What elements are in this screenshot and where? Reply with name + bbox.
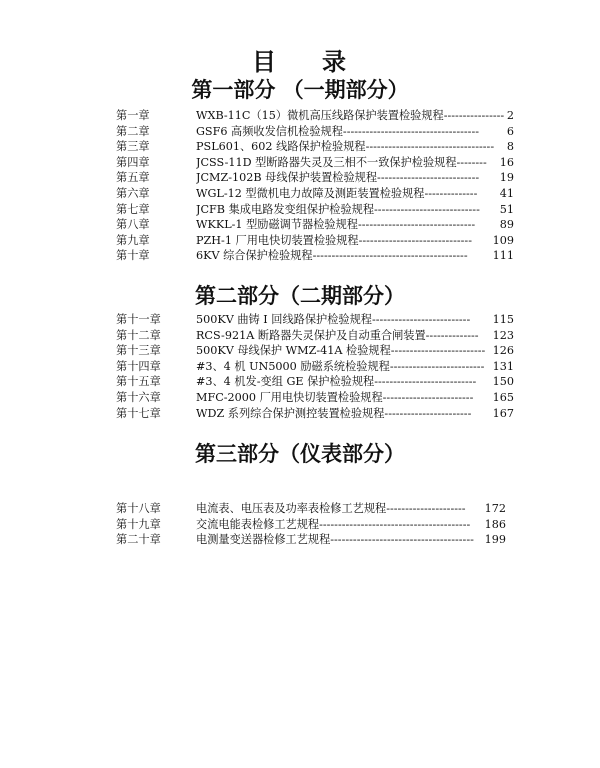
page-number: 172 <box>484 502 506 515</box>
chapter-label: 第十四章 <box>116 359 161 373</box>
toc-list-3 <box>116 500 506 547</box>
section-heading-1: 第一部分 （一期部分） <box>191 77 409 102</box>
page-number: 199 <box>484 533 506 547</box>
chapter-label: 第十八章 <box>116 502 161 515</box>
entry-title: PSL601、602 线路保护检验规程---------------------------------- <box>196 140 495 154</box>
chapter-label: 第六章 <box>116 186 150 200</box>
toc-item[interactable] <box>116 342 514 358</box>
toc-item[interactable] <box>116 358 514 374</box>
chapter-label: 第二章 <box>116 124 150 138</box>
chapter-label: 第七章 <box>116 202 150 216</box>
entry-title: MFC-2000 厂用电快切装置检验规程------------------------ <box>196 390 474 404</box>
entry-title: 电测量变送器检修工艺规程-------------------------------------- <box>196 533 474 547</box>
entry-title: WGL-12 型微机电力故障及测距装置检验规程-------------- <box>196 186 478 200</box>
section-heading-2: 第二部分（二期部分） <box>195 283 405 308</box>
entry-title: JCMZ-102B 母线保护装置检验规程--------------------------- <box>196 171 480 185</box>
toc-item[interactable] <box>116 107 514 123</box>
toc-item[interactable] <box>116 138 514 154</box>
entry-title: 电流表、电压表及功率表检修工艺规程--------------------- <box>196 502 466 515</box>
page-number: 186 <box>484 517 506 531</box>
entry-title: WKKL-1 型励磁调节器检验规程------------------------------- <box>196 218 476 232</box>
entry-title: 6KV 综合保护检验规程----------------------------------------- <box>196 249 468 263</box>
page-number: 165 <box>492 390 514 404</box>
page-number: 6 <box>506 124 514 138</box>
entry-title: WDZ 系列综合保护测控装置检验规程----------------------- <box>196 406 472 420</box>
chapter-label: 第二十章 <box>116 533 161 547</box>
page-number: 115 <box>492 313 514 326</box>
page-number: 89 <box>499 218 514 232</box>
page-number: 19 <box>499 171 514 185</box>
toc-item[interactable] <box>116 247 514 263</box>
entry-title: WXB-11C（15）微机高压线路保护装置检验规程---------------- <box>196 109 505 122</box>
page-title <box>0 42 600 77</box>
toc-item[interactable] <box>116 201 514 217</box>
toc-item[interactable] <box>116 500 506 516</box>
chapter-label: 第十九章 <box>116 517 161 531</box>
chapter-label: 第十章 <box>116 249 150 263</box>
page-number: 150 <box>492 375 514 389</box>
toc-item[interactable] <box>116 123 514 139</box>
toc-item[interactable] <box>116 232 514 248</box>
chapter-label: 第九章 <box>116 233 150 247</box>
toc-item[interactable] <box>116 327 514 343</box>
toc-item[interactable] <box>116 216 514 232</box>
chapter-label: 第十六章 <box>116 390 161 404</box>
page-number: 111 <box>492 249 514 263</box>
toc-item[interactable] <box>116 154 514 170</box>
entry-title: GSF6 高频收发信机检验规程------------------------------------ <box>196 124 479 138</box>
entry-title: JCSS-11D 型断路器失灵及三相不一致保护检验规程-------- <box>196 155 487 169</box>
chapter-label: 第八章 <box>116 218 150 232</box>
page-number: 2 <box>506 109 514 122</box>
page-number: 8 <box>506 140 514 154</box>
entry-title: RCS-921A 断路器失灵保护及自动重合闸装置-------------- <box>196 328 479 342</box>
chapter-label: 第十二章 <box>116 328 161 342</box>
toc-list-2 <box>116 311 514 420</box>
entry-title: #3、4 机发-变组 GE 保护检验规程--------------------------- <box>196 375 477 389</box>
entry-title: 交流电能表检修工艺规程---------------------------------------- <box>196 517 471 531</box>
page-number: 123 <box>492 328 514 342</box>
toc-item[interactable] <box>116 389 514 405</box>
chapter-label: 第四章 <box>116 155 150 169</box>
page-number: 41 <box>499 186 514 200</box>
toc-item[interactable] <box>116 185 514 201</box>
chapter-label: 第十五章 <box>116 375 161 389</box>
chapter-label: 第五章 <box>116 171 150 185</box>
page-number: 131 <box>492 359 514 373</box>
page-number: 167 <box>492 406 514 420</box>
page-number: 109 <box>492 233 514 247</box>
chapter-label: 第十一章 <box>116 313 161 326</box>
chapter-label: 第一章 <box>116 109 150 122</box>
toc-item[interactable] <box>116 405 514 421</box>
toc-item[interactable] <box>116 373 514 389</box>
title-right: 录 <box>322 47 348 76</box>
entry-title: 500KV 曲铸 I 回线路保护检验规程-------------------------- <box>196 313 471 326</box>
title-left: 目 <box>252 47 278 76</box>
page-number: 51 <box>499 202 514 216</box>
entry-title: PZH-1 厂用电快切装置检验规程------------------------------ <box>196 233 472 247</box>
toc-item[interactable] <box>116 169 514 185</box>
chapter-label: 第十七章 <box>116 406 161 420</box>
page-number: 16 <box>499 155 514 169</box>
entry-title: 500KV 母线保护 WMZ-41A 检验规程------------------------- <box>196 344 486 358</box>
toc-item[interactable] <box>116 311 514 327</box>
chapter-label: 第十三章 <box>116 344 161 358</box>
toc-item[interactable] <box>116 531 506 547</box>
page-number: 126 <box>492 344 514 358</box>
toc-list-1 <box>116 107 514 263</box>
entry-title: JCFB 集成电路发变组保护检验规程---------------------------- <box>196 202 480 216</box>
toc-item[interactable] <box>116 516 506 532</box>
chapter-label: 第三章 <box>116 140 150 154</box>
entry-title: #3、4 机 UN5000 励磁系统检验规程------------------------- <box>196 359 485 373</box>
section-heading-3: 第三部分（仪表部分） <box>195 441 405 466</box>
